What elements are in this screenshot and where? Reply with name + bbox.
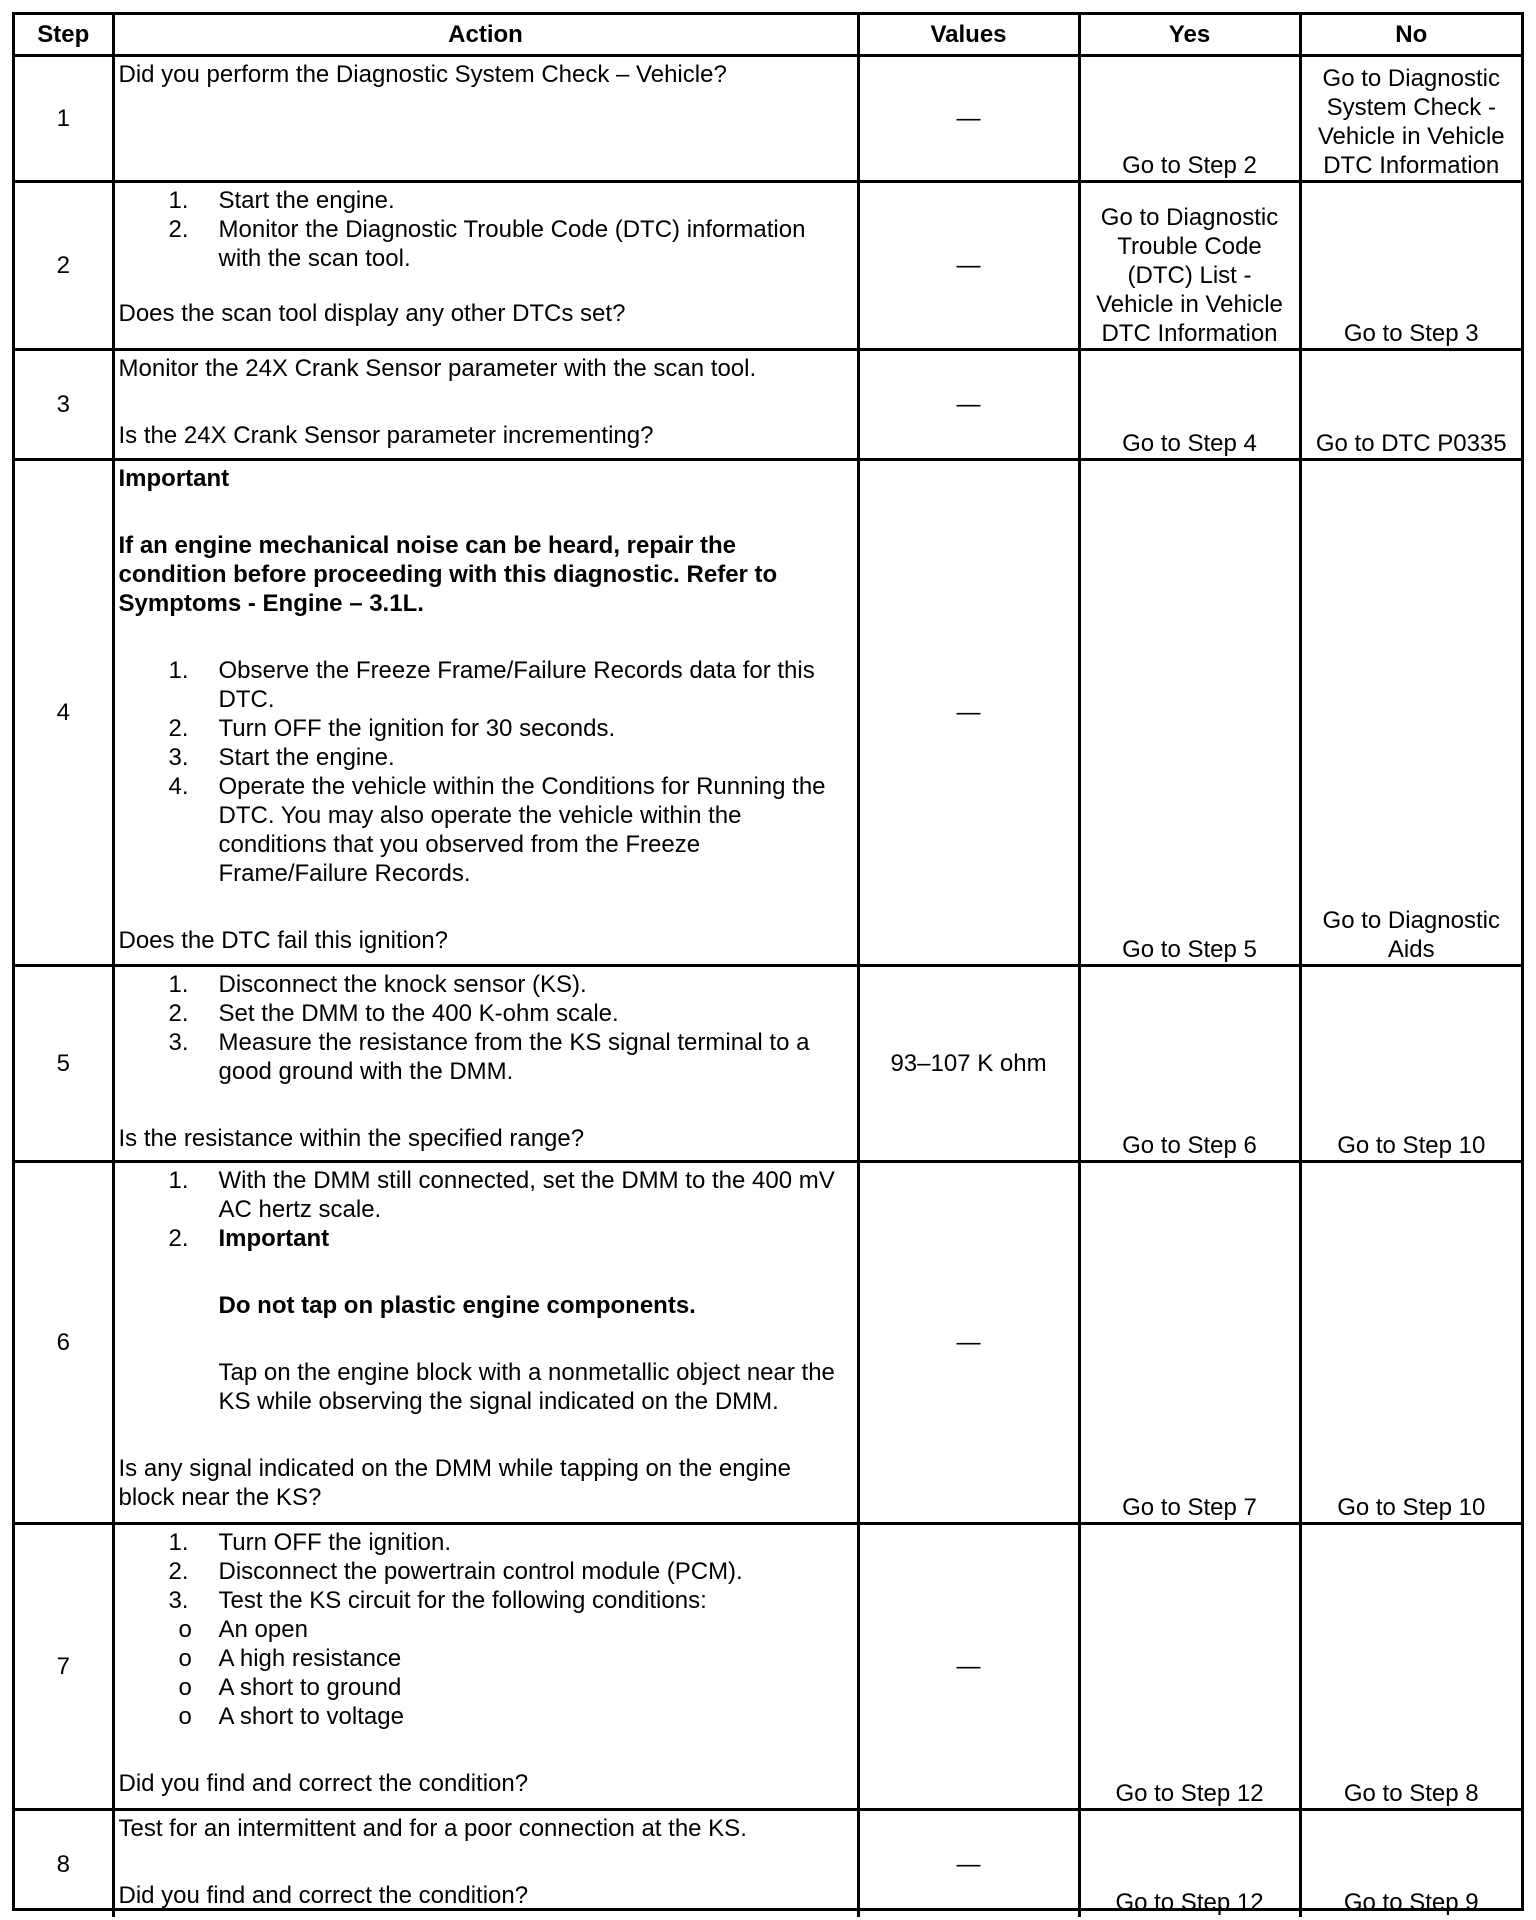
values-cell: —	[858, 1523, 1079, 1809]
list-item: 1. Observe the Freeze Frame/Failure Records data for this DTC.	[168, 656, 815, 713]
values-cell: —	[858, 55, 1079, 181]
list-item: 2. Important Do not tap on plastic engine components. Tap on the engine block with a nonmetallic object near the KS while observing the signal indicated on the DMM.	[119, 1224, 851, 1416]
table-row	[15, 459, 1521, 965]
no-cell: Go to Diagnostic Aids	[1300, 459, 1521, 965]
action-text: Did you perform the Diagnostic System Check – Vehicle?	[118, 60, 727, 88]
action-cell	[113, 965, 858, 1161]
values-cell: —	[858, 181, 1079, 349]
table-row	[15, 349, 1521, 459]
action-cell	[113, 181, 858, 349]
yes-cell: Go to Step 5	[1079, 459, 1300, 965]
important-text: If an engine mechanical noise can be heard, repair the condition before proceeding with this diagnostic. Refer to Symptoms - Engine – 3.1L.	[118, 531, 778, 617]
no-cell: Go to DTC P0335	[1300, 349, 1521, 459]
no-cell: Go to Step 8	[1300, 1523, 1521, 1809]
yes-cell: Go to Diagnostic Trouble Code (DTC) List - Vehicle in Vehicle DTC Information	[1079, 181, 1300, 349]
action-text: Test for an intermittent and for a poor connection at the KS.	[118, 1814, 747, 1842]
header-row	[15, 15, 1521, 55]
step-number: 8	[15, 1809, 113, 1917]
bullet-icon: o	[178, 1615, 192, 1643]
important-text: Do not tap on plastic engine components.	[218, 1291, 696, 1319]
action-cell	[113, 459, 858, 965]
bullet-icon: o	[178, 1673, 192, 1701]
list-item: 1. With the DMM still connected, set the DMM to the 400 mV AC hertz scale.	[168, 1166, 835, 1223]
header-values: Values	[858, 15, 1079, 55]
important-label: Important	[218, 1224, 330, 1252]
table-row	[15, 1809, 1521, 1917]
list-item: o A high resistance	[178, 1644, 402, 1672]
step-number: 3	[15, 349, 113, 459]
values-cell: —	[858, 349, 1079, 459]
action-cell	[113, 349, 858, 459]
numbered-list	[119, 1166, 851, 1416]
no-cell: Go to Step 9	[1300, 1809, 1521, 1917]
step-number: 4	[15, 459, 113, 965]
action-cell	[113, 1523, 858, 1809]
condition-list	[119, 1615, 851, 1731]
values-cell: 93–107 K ohm	[858, 965, 1079, 1161]
values-cell: —	[858, 1809, 1079, 1917]
list-item: 4. Operate the vehicle within the Conditions for Running the DTC. You may also operate the vehicle within the conditions that you observed from the Freeze Frame/Failure Records.	[168, 772, 826, 887]
question-text: Did you find and correct the condition?	[118, 1881, 529, 1909]
numbered-list	[119, 186, 851, 273]
question-text: Did you find and correct the condition?	[118, 1769, 529, 1797]
table-row	[15, 55, 1521, 181]
header-action: Action	[113, 15, 858, 55]
diagnostic-table	[15, 15, 1521, 1917]
yes-cell: Go to Step 2	[1079, 55, 1300, 181]
diagnostic-table-frame	[12, 12, 1524, 1916]
step-number: 1	[15, 55, 113, 181]
list-item: 1. Turn OFF the ignition.	[168, 1528, 452, 1556]
yes-cell: Go to Step 12	[1079, 1809, 1300, 1917]
list-item: 2. Set the DMM to the 400 K-ohm scale.	[168, 999, 619, 1027]
list-item: 1. Start the engine.	[168, 186, 395, 214]
list-item: o A short to voltage	[178, 1702, 404, 1730]
yes-cell: Go to Step 6	[1079, 965, 1300, 1161]
question-text: Is the resistance within the specified range?	[118, 1124, 585, 1152]
question-text: Does the scan tool display any other DTCs set?	[118, 299, 626, 327]
numbered-list	[119, 656, 851, 888]
list-item-text: Tap on the engine block with a nonmetallic object near the KS while observing the signal indicated on the DMM.	[218, 1358, 835, 1415]
header-yes: Yes	[1079, 15, 1300, 55]
list-item: 2. Monitor the Diagnostic Trouble Code (DTC) information with the scan tool.	[168, 215, 806, 272]
list-item: o An open	[178, 1615, 308, 1643]
step-number: 7	[15, 1523, 113, 1809]
important-label: Important	[118, 464, 230, 492]
list-item: 1. Disconnect the knock sensor (KS).	[168, 970, 587, 998]
list-item: 3. Test the KS circuit for the following conditions: o An open o A high resistance o A short to ground o A short to voltage	[119, 1586, 851, 1731]
header-no: No	[1300, 15, 1521, 55]
action-cell	[113, 1161, 858, 1523]
no-cell: Go to Step 3	[1300, 181, 1521, 349]
question-text: Is the 24X Crank Sensor parameter incrementing?	[118, 421, 654, 449]
question-text: Does the DTC fail this ignition?	[118, 926, 448, 954]
step-number: 6	[15, 1161, 113, 1523]
list-item: 3. Measure the resistance from the KS signal terminal to a good ground with the DMM.	[168, 1028, 810, 1085]
table-row	[15, 1523, 1521, 1809]
header-step: Step	[15, 15, 113, 55]
table-row	[15, 1161, 1521, 1523]
yes-cell: Go to Step 12	[1079, 1523, 1300, 1809]
bullet-icon: o	[178, 1644, 192, 1672]
list-item: 3. Start the engine.	[168, 743, 395, 771]
yes-cell: Go to Step 7	[1079, 1161, 1300, 1523]
list-item: o A short to ground	[178, 1673, 402, 1701]
action-text: Monitor the 24X Crank Sensor parameter with the scan tool.	[118, 354, 757, 382]
list-item: 2. Turn OFF the ignition for 30 seconds.	[168, 714, 616, 742]
step-number: 2	[15, 181, 113, 349]
numbered-list	[119, 970, 851, 1086]
bullet-icon: o	[178, 1702, 192, 1730]
values-cell: —	[858, 459, 1079, 965]
no-cell: Go to Step 10	[1300, 965, 1521, 1161]
step-number: 5	[15, 965, 113, 1161]
table-row	[15, 181, 1521, 349]
values-cell: —	[858, 1161, 1079, 1523]
question-text: Is any signal indicated on the DMM while tapping on the engine block near the KS?	[118, 1454, 791, 1511]
no-cell: Go to Step 10	[1300, 1161, 1521, 1523]
yes-cell: Go to Step 4	[1079, 349, 1300, 459]
numbered-list	[119, 1528, 851, 1731]
action-cell	[113, 55, 858, 181]
table-row	[15, 965, 1521, 1161]
action-cell	[113, 1809, 858, 1917]
list-item: 2. Disconnect the powertrain control module (PCM).	[168, 1557, 743, 1585]
no-cell: Go to Diagnostic System Check - Vehicle in Vehicle DTC Information	[1300, 55, 1521, 181]
